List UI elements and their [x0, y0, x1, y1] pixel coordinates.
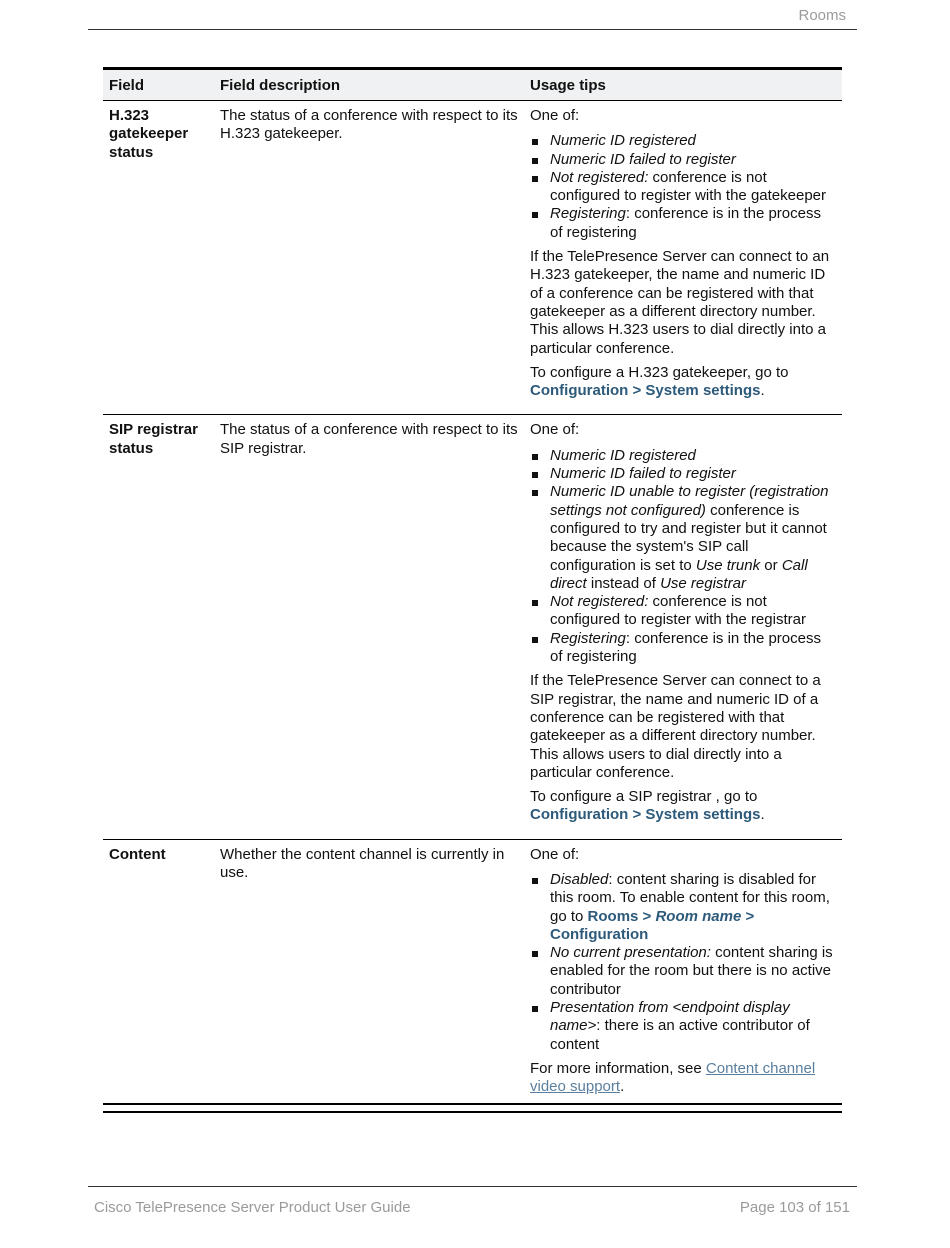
list-item: Registering: conference is in the process of registering [530, 630, 836, 667]
table-end-rule [103, 1103, 842, 1105]
tips-paragraph: If the TelePresence Server can connect to an H.323 gatekeeper, the name and numeric ID of a conference can be registered with that gatekeeper as a different directory number. This allows H.323 users to dial directly into a particular conference. [530, 248, 830, 357]
table-header-row [103, 69, 842, 101]
field-description: The status of a conference with respect to its SIP registrar. [220, 421, 518, 457]
list-item: Presentation from <endpoint display name>: there is an active contributor of content [530, 999, 836, 1054]
field-name: Content [109, 845, 166, 863]
tips-paragraph: If the TelePresence Server can connect to a SIP registrar, the name and numeric ID of a conference can be registered with that gatekeeper as a different directory number. This allows users to dial directly into a particular conference. [530, 672, 821, 781]
usage-tips [524, 101, 842, 415]
column-header-usage-tips: Usage tips [524, 69, 842, 101]
field-description: The status of a conference with respect to its H.323 gatekeeper. [220, 107, 518, 143]
list-item: Not registered: conference is not configured to register with the gatekeeper [530, 169, 836, 206]
list-item: Not registered: conference is not configured to register with the registrar [530, 593, 836, 630]
config-instruction: To configure a H.323 gatekeeper, go to Configuration > System settings. [530, 363, 789, 400]
running-header: Rooms [798, 7, 846, 24]
room-config-nav-link[interactable]: Rooms > Room name > Configuration [550, 907, 755, 943]
config-nav-link[interactable]: Configuration > System settings [530, 806, 761, 824]
list-item: Registering: conference is in the process of registering [530, 205, 836, 242]
status-list [530, 132, 836, 242]
list-item: Numeric ID failed to register [530, 151, 836, 169]
list-item: Numeric ID unable to register (registration settings not configured) conference is configured to try and register but it cannot because the system's SIP call configuration is set to Use trunk or Call direct instead of Use registrar [530, 483, 836, 593]
config-instruction: To configure a SIP registrar , go to Configuration > System settings. [530, 788, 765, 824]
status-list [530, 447, 836, 667]
more-info: For more information, see Content channel video support. [530, 1059, 816, 1096]
field-name: SIP registrar status [109, 421, 198, 457]
footer-rule [88, 1186, 857, 1187]
table-row-content [103, 839, 842, 1111]
tips-intro: One of: [530, 421, 580, 439]
field-name: H.323 gatekeeper status [109, 107, 189, 161]
usage-tips [524, 415, 842, 839]
usage-tips [524, 839, 842, 1111]
list-item: Numeric ID registered [530, 447, 836, 465]
list-item: Numeric ID registered [530, 132, 836, 150]
tips-intro: One of: [530, 845, 580, 863]
column-header-description: Field description [214, 69, 524, 101]
field-table [103, 67, 842, 1113]
field-description: Whether the content channel is currently in use. [220, 845, 505, 881]
header-rule [88, 29, 857, 30]
footer-guide-title: Cisco TelePresence Server Product User Guide [94, 1199, 411, 1216]
table-row-h323 [103, 101, 842, 415]
tips-intro: One of: [530, 107, 580, 124]
status-list [530, 871, 836, 1054]
column-header-field: Field [103, 69, 214, 101]
footer-page-number: Page 103 of 151 [739, 1199, 850, 1216]
list-item: Disabled: content sharing is disabled for this room. To enable content for this room, go to Rooms > Room name > Configuration [530, 871, 836, 944]
config-nav-link[interactable]: Configuration > System settings [530, 382, 761, 400]
list-item: No current presentation: content sharing is enabled for the room but there is no active contributor [530, 944, 836, 999]
content-channel-link[interactable]: Content channel video support [530, 1059, 816, 1096]
list-item: Numeric ID failed to register [530, 465, 836, 483]
table-row-sip [103, 415, 842, 839]
